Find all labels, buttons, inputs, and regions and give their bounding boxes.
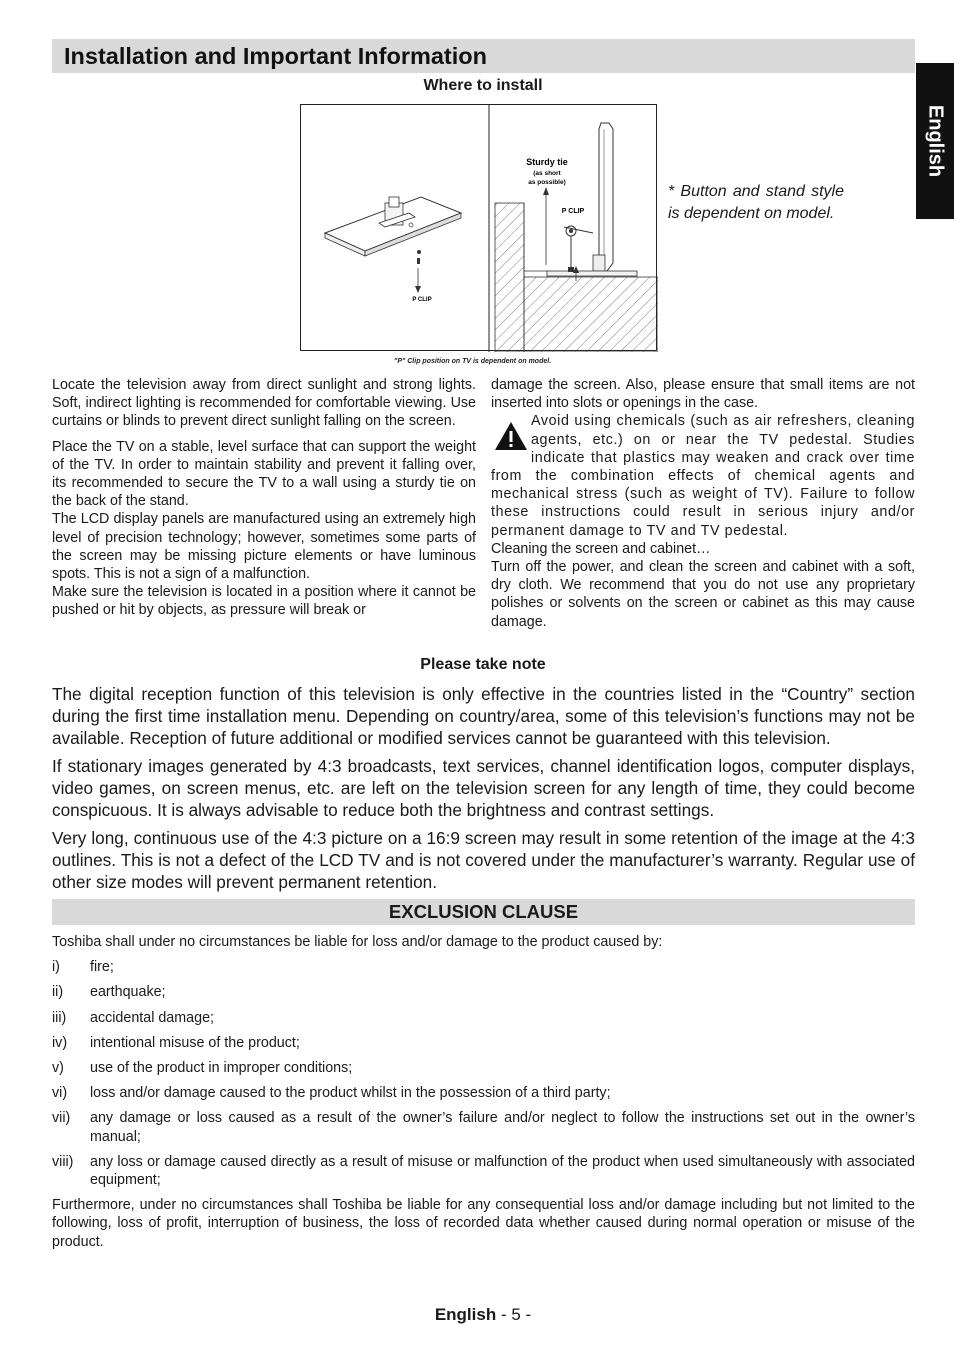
paragraph: Locate the television away from direct sunlight and strong lights. Soft, indirect lighting is recommended for comfortable viewing. Use curtains or blinds to prevent direct sunlight falling on the screen. <box>52 377 476 430</box>
list-item-text: fire; <box>90 959 114 976</box>
title-bar <box>52 39 915 73</box>
paragraph: Avoid using chemicals (such as air refreshers, cleaning agents, etc.) on or near the TV pedestal. Studies indicate that plastics may weaken and crack over time from the combination effects of chemical agents and mechanical stress (such as weight of TV). Failure to follow these instructions could result in serious injury and/or permanent damage to TV and TV pedestal. <box>491 413 915 539</box>
warning-triangle-icon <box>491 416 531 454</box>
list-item-number: vi) <box>52 1085 68 1102</box>
list-item <box>52 983 915 1001</box>
list-item-text: intentional misuse of the product; <box>90 1034 300 1051</box>
installation-figure <box>300 104 657 351</box>
p-clip-right-label: P CLIP <box>561 208 585 215</box>
tv-side-drawing <box>524 123 637 281</box>
take-note-body <box>52 683 915 899</box>
paragraph: Very long, continuous use of the 4:3 picture on a 16:9 screen may result in some retention of the image at the 4:3 outlines. This is not a defect of the LCD TV and is not covered under the manufacturer’s warranty. Regular use of other size modes will prevent permanent retention. <box>52 828 915 892</box>
page-title: Installation and Important Information <box>64 43 487 69</box>
chemical-warning <box>491 412 915 539</box>
list-item-text: use of the product in improper conditions; <box>90 1060 353 1077</box>
exclusion-outro: Furthermore, under no circumstances shall Toshiba be liable for any consequential loss and/or damage including but not limited to the following, loss of profit, interruption of business, the loss of recorded data whether caused during normal operation or misuse of the product. <box>52 1197 915 1250</box>
list-item-number: i) <box>52 959 60 976</box>
figure-caption: "P" Clip position on TV is dependent on model. <box>394 358 552 365</box>
where-to-install-heading: Where to install <box>423 77 543 94</box>
wall-and-floor-drawing <box>495 203 658 352</box>
list-item-number: iii) <box>52 1009 67 1026</box>
exclusion-intro: Toshiba shall under no circumstances be liable for loss and/or damage to the product caused by: <box>52 934 663 950</box>
list-item <box>52 958 915 976</box>
paragraph: The digital reception function of this television is only effective in the countries listed in the “Country” section during the first time installation menu. Depending on country/area, some of this television’s functions may not be available. Reception of future additional or modified services cannot be guaranteed with this television. <box>52 684 915 748</box>
list-item-number: v) <box>52 1060 64 1077</box>
page-number: - 5 - <box>500 1305 532 1324</box>
list-item <box>52 1009 915 1027</box>
stand-base-drawing <box>325 197 461 303</box>
list-item-text: earthquake; <box>90 984 166 1001</box>
install-left-column <box>52 376 476 620</box>
p-clip-left-label: P CLIP <box>412 297 432 303</box>
list-item <box>52 1109 915 1145</box>
sturdy-tie-sub1-label: (as short <box>533 170 561 177</box>
page-footer <box>0 1305 954 1325</box>
please-take-note-heading: Please take note <box>420 656 546 673</box>
paragraph: If stationary images generated by 4:3 broadcasts, text services, channel identification logos, computer displays, video games, on screen menus, etc. are left on the television screen for any length of time, they could become conspicuous. It is always advisable to reduce both the brightness and contrast settings. <box>52 756 915 820</box>
paragraph: The LCD display panels are manufactured using an extremely high level of precision technology; however, sometimes some parts of the screen may be missing picture elements or have luminous spots. This is not a sign of a malfunction. <box>52 511 476 583</box>
installation-diagram <box>301 105 658 352</box>
list-item-text: loss and/or damage caused to the product whilst in the possession of a third party; <box>90 1085 611 1102</box>
list-item-text: any damage or loss caused as a result of the owner’s failure and/or neglect to follow the instructions set out in the owner’s manual; <box>90 1110 915 1145</box>
paragraph: damage the screen. Also, please ensure that small items are not inserted into slots or openings in the case. <box>491 377 915 412</box>
install-right-column <box>491 376 915 631</box>
list-item-number: vii) <box>52 1110 71 1127</box>
list-item-text: any loss or damage caused directly as a result of misuse or malfunction of the product when used simultaneously with associated equipment; <box>90 1153 915 1189</box>
sturdy-tie-sub2-label: as possible) <box>528 179 566 186</box>
exclusion-clause-body <box>52 933 915 1251</box>
list-item-number: iv) <box>52 1034 68 1051</box>
language-tab-label: English <box>924 104 947 178</box>
footer-language: English <box>434 1305 497 1324</box>
paragraph: Cleaning the screen and cabinet… <box>491 540 711 557</box>
list-item-number: viii) <box>52 1153 74 1170</box>
paragraph: Turn off the power, and clean the screen and cabinet with a soft, dry cloth. We recommend that you do not use any proprietary polishes or solvents on the screen or cabinet as this may cause damage. <box>491 559 915 630</box>
button-stand-note: * Button and stand style is dependent on model. <box>668 183 844 222</box>
exclusion-clause-heading: EXCLUSION CLAUSE <box>52 899 915 925</box>
list-item <box>52 1034 915 1052</box>
paragraph: Place the TV on a stable, level surface that can support the weight of the TV. In order to maintain stability and prevent it falling over, its recommended to secure the TV to a wall using a sturdy tie on the back of the stand. <box>52 438 476 510</box>
list-item <box>52 1153 915 1189</box>
list-item <box>52 1059 915 1077</box>
sturdy-tie-label: Sturdy tie <box>526 157 568 167</box>
list-item <box>52 1084 915 1102</box>
list-item-text: accidental damage; <box>90 1009 214 1026</box>
list-item-number: ii) <box>52 984 64 1001</box>
paragraph: Make sure the television is located in a position where it cannot be pushed or hit by objects, as pressure will break or <box>52 584 476 619</box>
